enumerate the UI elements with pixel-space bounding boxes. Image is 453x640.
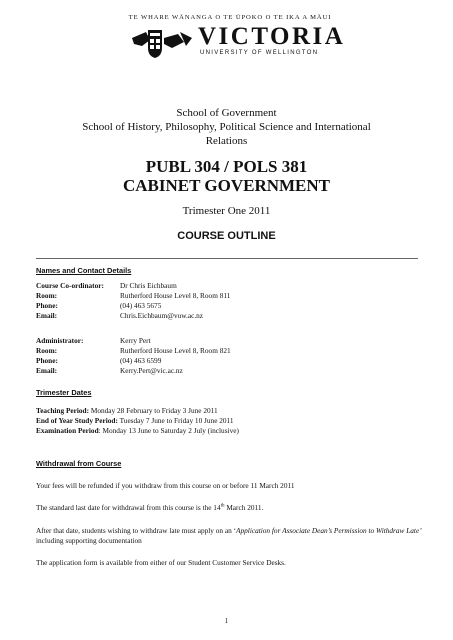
teaching-label: Teaching Period: (36, 406, 90, 415)
course-name: CABINET GOVERNMENT (122, 176, 331, 195)
contact-email[interactable]: Kerry.Pert@vic.ac.nz (120, 366, 183, 375)
contact-label: Room: (36, 346, 58, 355)
trimester: Trimester One 2011 (182, 205, 271, 217)
application-form-paragraph: The application form is available from either of our Student Customer Service Desks. (36, 558, 286, 567)
study-period (36, 416, 426, 426)
course-outline-heading: COURSE OUTLINE (177, 230, 276, 242)
contact-value: Rutherford House Level 8, Room 811 (120, 291, 231, 300)
contact-value: Rutherford House Level 8, Room 821 (120, 346, 231, 355)
study-value: Tuesday 7 June to Friday 10 June 2011 (117, 416, 234, 425)
exam-period (36, 426, 426, 436)
last-date-month: March 2011. (224, 503, 264, 512)
late-withdrawal-paragraph (36, 526, 426, 545)
wordmark: VICTORIA (198, 23, 346, 50)
last-date-text: The standard last date for withdrawal from this course is the 14 (36, 503, 221, 512)
contact-label: Phone: (36, 356, 58, 365)
contact-value: (04) 463 5675 (120, 301, 162, 310)
exam-value: : Monday 13 June to Saturday 2 July (inclusive) (98, 426, 239, 435)
exam-label: Examination Period (36, 426, 99, 435)
contact-label: Room: (36, 291, 58, 300)
late-text-b: including supporting documentation (36, 535, 142, 545)
maori-tagline: TE WHARE WĀNANGA O TE ŪPOKO O TE IKA A MĀUI (128, 14, 332, 21)
teaching-period (36, 406, 426, 416)
page-number: 1 (224, 617, 229, 625)
university-logo (120, 14, 346, 60)
withdrawal-heading: Withdrawal from Course (36, 459, 122, 468)
refund-paragraph: Your fees will be refunded if you withdraw from this course on or before 11 March 2011 (36, 481, 295, 490)
last-date-paragraph (36, 503, 426, 513)
contacts-heading: Names and Contact Details (36, 266, 132, 275)
teaching-value: Monday 28 February to Friday 3 June 2011 (89, 406, 218, 415)
school-line-3: Relations (205, 135, 248, 147)
contact-label: Phone: (36, 301, 58, 310)
study-label: End of Year Study Period: (36, 416, 118, 425)
contact-label: Email: (36, 311, 58, 320)
university-subtitle: UNIVERSITY OF WELLINGTON (200, 50, 319, 56)
contact-value: Kerry Pert (120, 336, 151, 345)
contact-value: Dr Chris Eichbaum (120, 281, 177, 290)
crest-icon (132, 28, 194, 58)
contact-value: (04) 463 6599 (120, 356, 162, 365)
contact-label: Email: (36, 366, 58, 375)
course-code: PUBL 304 / POLS 381 (145, 157, 308, 176)
ordinal-suffix: th (220, 503, 225, 509)
divider (36, 258, 418, 259)
contact-email[interactable]: Chris.Eichbaum@vuw.ac.nz (120, 311, 204, 320)
school-line-1: School of Government (176, 107, 277, 119)
application-title: Application for Associate Dean’s Permission to Withdraw Late’ (236, 526, 422, 535)
school-line-2: School of History, Philosophy, Political Science and International (82, 121, 371, 133)
trimester-dates-heading: Trimester Dates (36, 388, 92, 397)
late-text-a: After that date, students wishing to withdraw late must apply on an ‘ (36, 526, 237, 535)
contact-label: Course Co-ordinator: (36, 281, 104, 290)
contact-label: Administrator: (36, 336, 84, 345)
